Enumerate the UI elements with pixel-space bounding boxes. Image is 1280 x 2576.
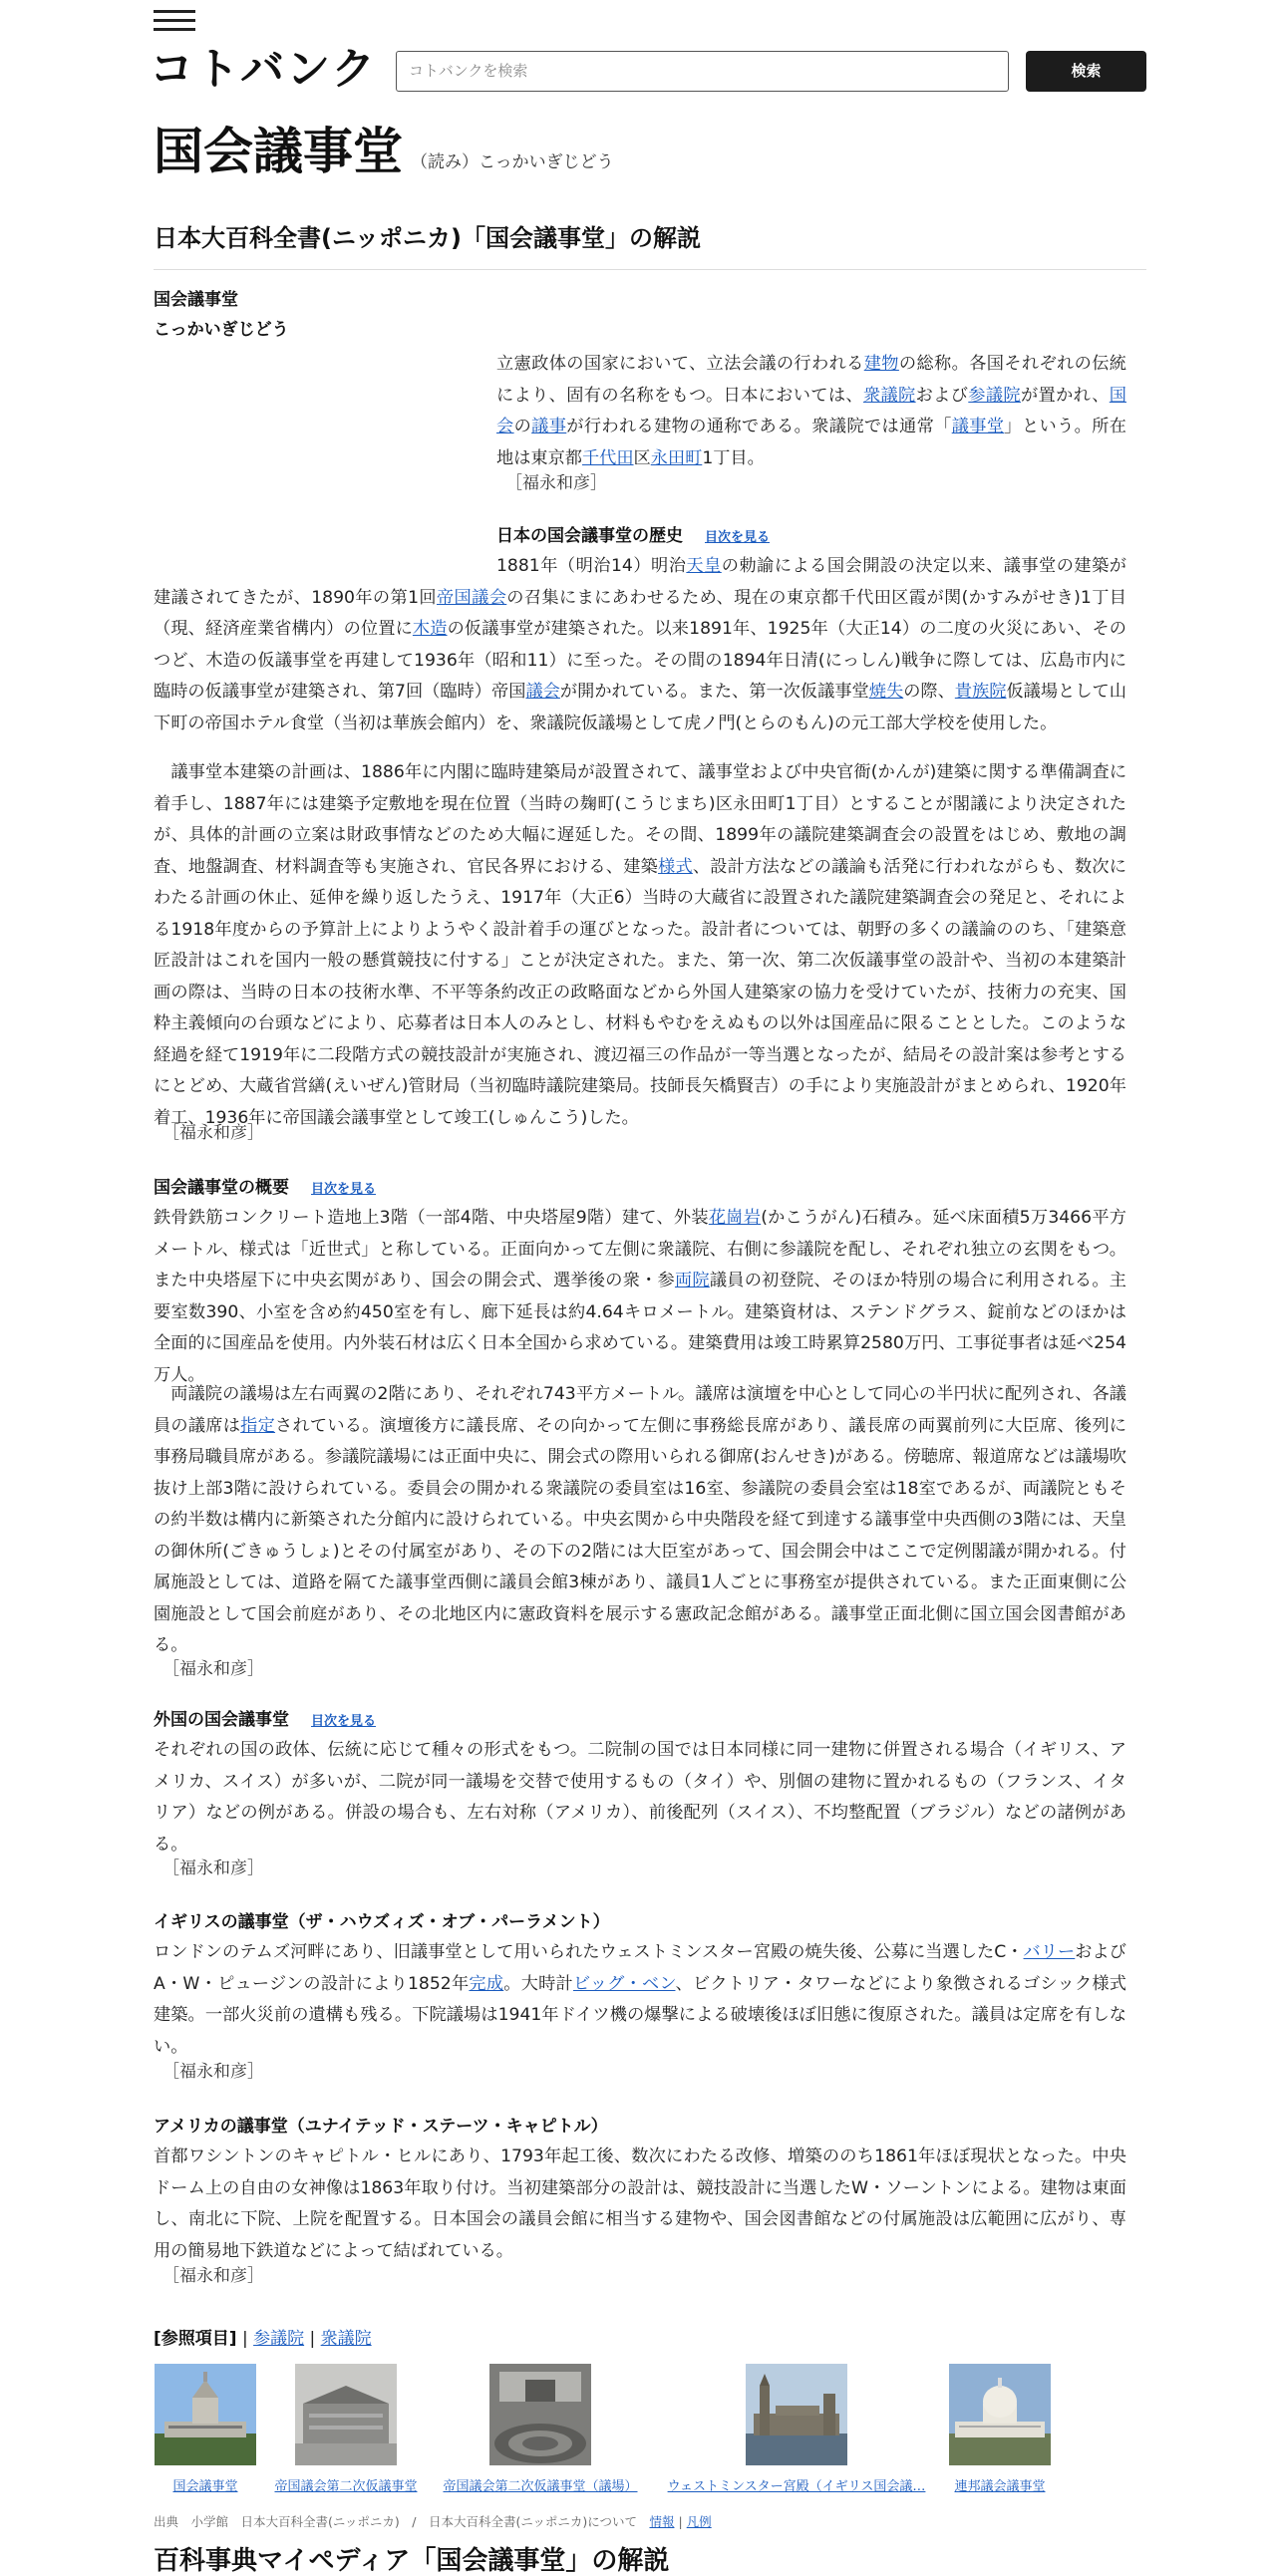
- history-heading: 日本の国会議事堂の歴史 目次を見る: [496, 526, 771, 546]
- thumbnail-temporary-diet-building[interactable]: [261, 2364, 431, 2494]
- overview-heading: 国会議事堂の概要 目次を見る: [154, 1178, 377, 1198]
- thumbnail-us-capitol[interactable]: [947, 2364, 1053, 2494]
- reference-links: [参照項目] | 参議院 | 衆議院: [154, 2329, 372, 2349]
- intro-author: ［福永和彦］: [505, 473, 607, 493]
- section-divider: [154, 269, 1146, 270]
- link-ryoin[interactable]: 両院: [674, 1271, 710, 1290]
- temporary-diet-chamber-photo-icon: [489, 2364, 591, 2465]
- link-gijido[interactable]: 議事堂: [951, 417, 1005, 436]
- site-logo[interactable]: コトバンク: [150, 44, 378, 95]
- link-chiyoda[interactable]: 千代田: [581, 447, 634, 468]
- link-shitei[interactable]: 指定: [240, 1415, 276, 1436]
- headword-kanji: 国会議事堂: [154, 290, 238, 310]
- westminster-palace-photo-icon: [746, 2364, 847, 2465]
- source-legend-link[interactable]: 凡例: [686, 2514, 712, 2529]
- thumbnail-caption[interactable]: 帝国議会第二次仮議事堂（議場）: [443, 2479, 638, 2494]
- dictionary-section-title: [154, 221, 701, 255]
- link-kakogan[interactable]: 花崗岩: [708, 1208, 762, 1228]
- source-info-link[interactable]: 情報: [649, 2514, 675, 2529]
- title-reading: （読み）こっかいぎじどう: [411, 152, 614, 172]
- us-capitol-photo-icon: [949, 2364, 1051, 2465]
- overview-author: ［福永和彦］: [162, 1659, 264, 1679]
- references-label: [参照項目]: [154, 2329, 237, 2349]
- ref-link-sangiin[interactable]: 参議院: [253, 2329, 305, 2349]
- us-heading: アメリカの議事堂（ユナイテッド・ステーツ・キャピトル）: [154, 2117, 608, 2137]
- intro-paragraph: 立憲政体の国家において、立法会議の行われる建物の総称。各国それぞれの伝統により、固有の名称をもつ。日本においては、衆議院および参議院が置かれ、国会の議事が行われる建物の通称である。衆議院では通常「議事堂」という。所在地は東京都千代田区永田町1丁目。: [496, 354, 1126, 468]
- foreign-paragraph: それぞれの国の政体、伝統に応じて種々の形式をもつ。二院制の国では日本同様に同一建物に併置される場合（イギリス、アメリカ、スイス）が多いが、二院が同一議場を交替で使用するもの（タイ）や、別個の建物に置かれるもの（フランス、イタリア）などの例がある。併設の場合も、左右対称（アメリカ）、前後配列（スイス）、不均整配置（ブラジル）などの諸例がある。: [154, 1740, 1126, 1855]
- link-nagatacho[interactable]: 永田町: [650, 447, 703, 468]
- foreign-heading: 外国の国会議事堂 目次を見る: [154, 1710, 377, 1730]
- hamburger-menu-icon[interactable]: [154, 10, 195, 32]
- thumbnail-caption[interactable]: ウェストミンスター宮殿（イギリス国会議…: [667, 2479, 926, 2494]
- foreign-author: ［福永和彦］: [162, 1859, 264, 1878]
- overview-paragraph-1: 鉄骨鉄筋コンクリート造地上3階（一部4階、中央塔屋9階）建て、外装花崗岩(かこうがん)石積み。延べ床面積5万3466平方メートル、様式は「近世式」と称している。正面向かって左側に衆議院、右側に参議院を配し、それぞれ独立の玄関をもつ。また中央塔屋下に中央玄関があり、国会の開会式、選挙後の衆・参両院議員の初登院、そのほか特別の場合に利用される。主要室数390、小室を含め約450室を有し、廊下延長は約4.64キロメートル。建築資材は、ステンドグラス、錠前などのほかは全面的に国産品を使用。内外装石材は広く日本全国から求めている。建築費用は竣工時累算2580万円、工事従事者は延べ254万人。: [154, 1208, 1126, 1385]
- link-shoshitsu[interactable]: 焼失: [868, 682, 904, 702]
- link-giji[interactable]: 議事: [531, 417, 567, 436]
- thumbnail-caption[interactable]: 国会議事堂: [172, 2479, 238, 2494]
- search-input[interactable]: コトバンクを検索: [396, 51, 1009, 92]
- foreign-toc-link[interactable]: 目次を見る: [311, 1714, 377, 1729]
- overview-paragraph-2: 両議院の議場は左右両翼の2階にあり、それぞれ743平方メートル。議席は演壇を中心として同心の半円状に配列され、各議員の議席は指定されている。演壇後方に議長席、その向かって左側に事務総長席があり、議長席の両翼前列に大臣席、後列に事務局職員席がある。参議院議場には正面中央に、開会式の際用いられる御席(おんせき)がある。傍聴席、報道席などは議場吹抜け上部3階に設けられている。委員会の開かれる衆議院の委員室は16室、参議院の委員会室は18室であるが、両議院ともその約半数は構内に新築された分館内に設けられている。中央玄関から中央階段を経て到達する議事堂中央西側の3階には、天皇の御休所(ごきゅうしょ)とその付属室があり、その下の2階には大臣室があって、国会開会中はここで定例閣議が開かれる。付属施設としては、道路を隔てた議事堂西側に議員会館3棟があり、議員1人ごとに事務室が提供されている。また正面東側に公園施設として国会前庭があり、その北地区内に憲政資料を展示する憲政記念館がある。議事堂正面北側に国立国会図書館がある。: [154, 1384, 1126, 1655]
- link-kokkai[interactable]: 国会: [496, 385, 1126, 436]
- link-kizokuin[interactable]: 貴族院: [954, 682, 1007, 702]
- link-yoshiki[interactable]: 様式: [658, 856, 693, 877]
- uk-author: ［福永和彦］: [162, 2062, 264, 2082]
- search-button[interactable]: 検索: [1026, 51, 1146, 92]
- section-title-suffix: 「国会議事堂」の解説: [461, 224, 701, 252]
- temporary-diet-building-photo-icon: [295, 2364, 397, 2465]
- next-section-title: 百科事典マイペディア「国会議事堂」の解説: [154, 2546, 670, 2576]
- headword-kana: こっかいぎじどう: [154, 320, 289, 340]
- uk-paragraph: ロンドンのテムズ河畔にあり、旧議事堂として用いられたウェストミンスター宮殿の焼失後、公募に当選したC・バリーおよびA・W・ピュージンの設計により1852年完成。大時計ビッグ・ベン、ビクトリア・タワーなどにより象徴されるゴシック様式建築。一部火災前の遺構も残る。下院議場は1941年ドイツ機の爆撃による破壊後ほぼ旧態に復原された。議員は定席を有しない。: [154, 1942, 1126, 2057]
- link-barry[interactable]: バリー: [1023, 1942, 1076, 1962]
- history-paragraph-1: 1881年（明治14）明治天皇の勅諭による国会開設の決定以来、議事堂の建築が建議されてきたが、1890年の第1回帝国議会の召集にまにあわせるため、現在の東京都千代田区霞が関(かすみがせき)1丁目（現、経済産業省構内）の位置に木造の仮議事堂が建築された。以来1891年、1925年（大正14）の二度の火災にあい、そのつど、木造の仮議事堂を再建して1936年（昭和11）に至った。その間の1894年日清(にっしん)戦争に際しては、広島市内に臨時の仮議事堂が建築され、第7回（臨時）帝国議会が開かれている。また、第一次仮議事堂焼失の際、貴族院仮議場として山下町の帝国ホテル食堂（当初は華族会館内）を、衆議院仮議場として虎ノ門(とらのもん)の元工部大学校を使用した。: [154, 556, 1126, 733]
- dictionary-name: 日本大百科全書(ニッポニカ): [154, 224, 462, 252]
- thumbnail-westminster-palace[interactable]: [652, 2364, 941, 2494]
- link-teikoku-gikai[interactable]: 帝国議会: [436, 587, 507, 608]
- link-sangiin[interactable]: 参議院: [968, 385, 1021, 406]
- link-big-ben[interactable]: ビッグ・ベン: [572, 1973, 676, 1994]
- ref-link-shugiin[interactable]: 衆議院: [320, 2329, 372, 2349]
- history-paragraph-2: 議事堂本建築の計画は、1886年に内閣に臨時建築局が設置されて、議事堂および中央官衙(かんが)建築に関する準備調査に着手し、1887年には建築予定敷地を現在位置（当時の麹町(こうじまち)区永田町1丁目）とすることが閣議により決定されたが、具体的計画の立案は財政事情などのため大幅に遅延した。その間、1899年の議院建築調査会の設置をはじめ、敷地の調査、地盤調査、材料調査等も実施され、官民各界における、建築様式、設計方法などの議論も活発に行われながらも、数次にわたる計画の休止、延伸を繰り返したうえ、1917年（大正6）当時の大蔵省に設置された議院建築調査会の発足と、それによる1918年度からの予算計上によりようやく設計着手の運びとなった。設計者については、朝野の多くの議論ののち、「建築意匠設計はこれを国内一般の懸賞競技に付する」ことが決定された。また、第一次、第二次仮議事堂の設計や、当初の本建築計画の際は、当時の日本の技術水準、不平等条約改正の政略面などから外国人建築家の協力を受けていたが、技術力の充実、国粋主義傾向の台頭などにより、応募者は日本人のみとし、材料もやむをえぬもの以外は国産品に限ることとした。このような経過を経て1919年に二段階方式の競技設計が実施され、渡辺福三の作品が一等当選となったが、結局その設計案は参考とするにとどめ、大蔵省営繕(えいぜん)管財局（当初臨時議院建築局。技師長矢橋賢吉）の手により実施設計がまとめられ、1920年着工、1936年に帝国議会議事堂として竣工(しゅんこう)した。: [154, 762, 1127, 1128]
- thumbnail-temporary-diet-chamber[interactable]: [436, 2364, 645, 2494]
- source-credit: 出典 小学館 日本大百科全書(ニッポニカ) / 日本大百科全書(ニッポニカ)について 情報 | 凡例: [154, 2514, 712, 2529]
- thumbnail-caption[interactable]: 連邦議会議事堂: [954, 2479, 1046, 2494]
- link-kansei[interactable]: 完成: [469, 1973, 504, 1994]
- link-tenno[interactable]: 天皇: [686, 556, 722, 576]
- thumbnail-diet-building[interactable]: [154, 2364, 257, 2494]
- link-shugiin[interactable]: 衆議院: [862, 385, 916, 406]
- us-paragraph: 首都ワシントンのキャピトル・ヒルにあり、1793年起工後、数次にわたる改修、増築ののち1861年ほぼ現状となった。中央ドーム上の自由の女神像は1863年取り付け。当初建築部分の設計は、競技設計に当選したW・ソーントンによる。建物は東面し、南北に下院、上院を配置する。日本国会の議員会館に相当する建物や、国会図書館などの付属施設は広範囲に広がり、専用の簡易地下鉄道などによって結ばれている。: [154, 2147, 1126, 2261]
- link-building[interactable]: 建物: [863, 354, 899, 374]
- overview-toc-link[interactable]: 目次を見る: [311, 1182, 377, 1197]
- link-mokuzo[interactable]: 木造: [412, 619, 448, 639]
- link-gikai[interactable]: 議会: [525, 682, 560, 702]
- page-title: 国会議事堂: [154, 123, 403, 180]
- thumbnail-caption[interactable]: 帝国議会第二次仮議事堂: [274, 2479, 418, 2494]
- uk-heading: イギリスの議事堂（ザ・ハウズィズ・オブ・パーラメント）: [154, 1912, 610, 1932]
- diet-building-photo-icon: [155, 2364, 256, 2465]
- history-toc-link[interactable]: 目次を見る: [705, 530, 771, 545]
- history-author: ［福永和彦］: [162, 1123, 264, 1143]
- us-author: ［福永和彦］: [162, 2266, 264, 2286]
